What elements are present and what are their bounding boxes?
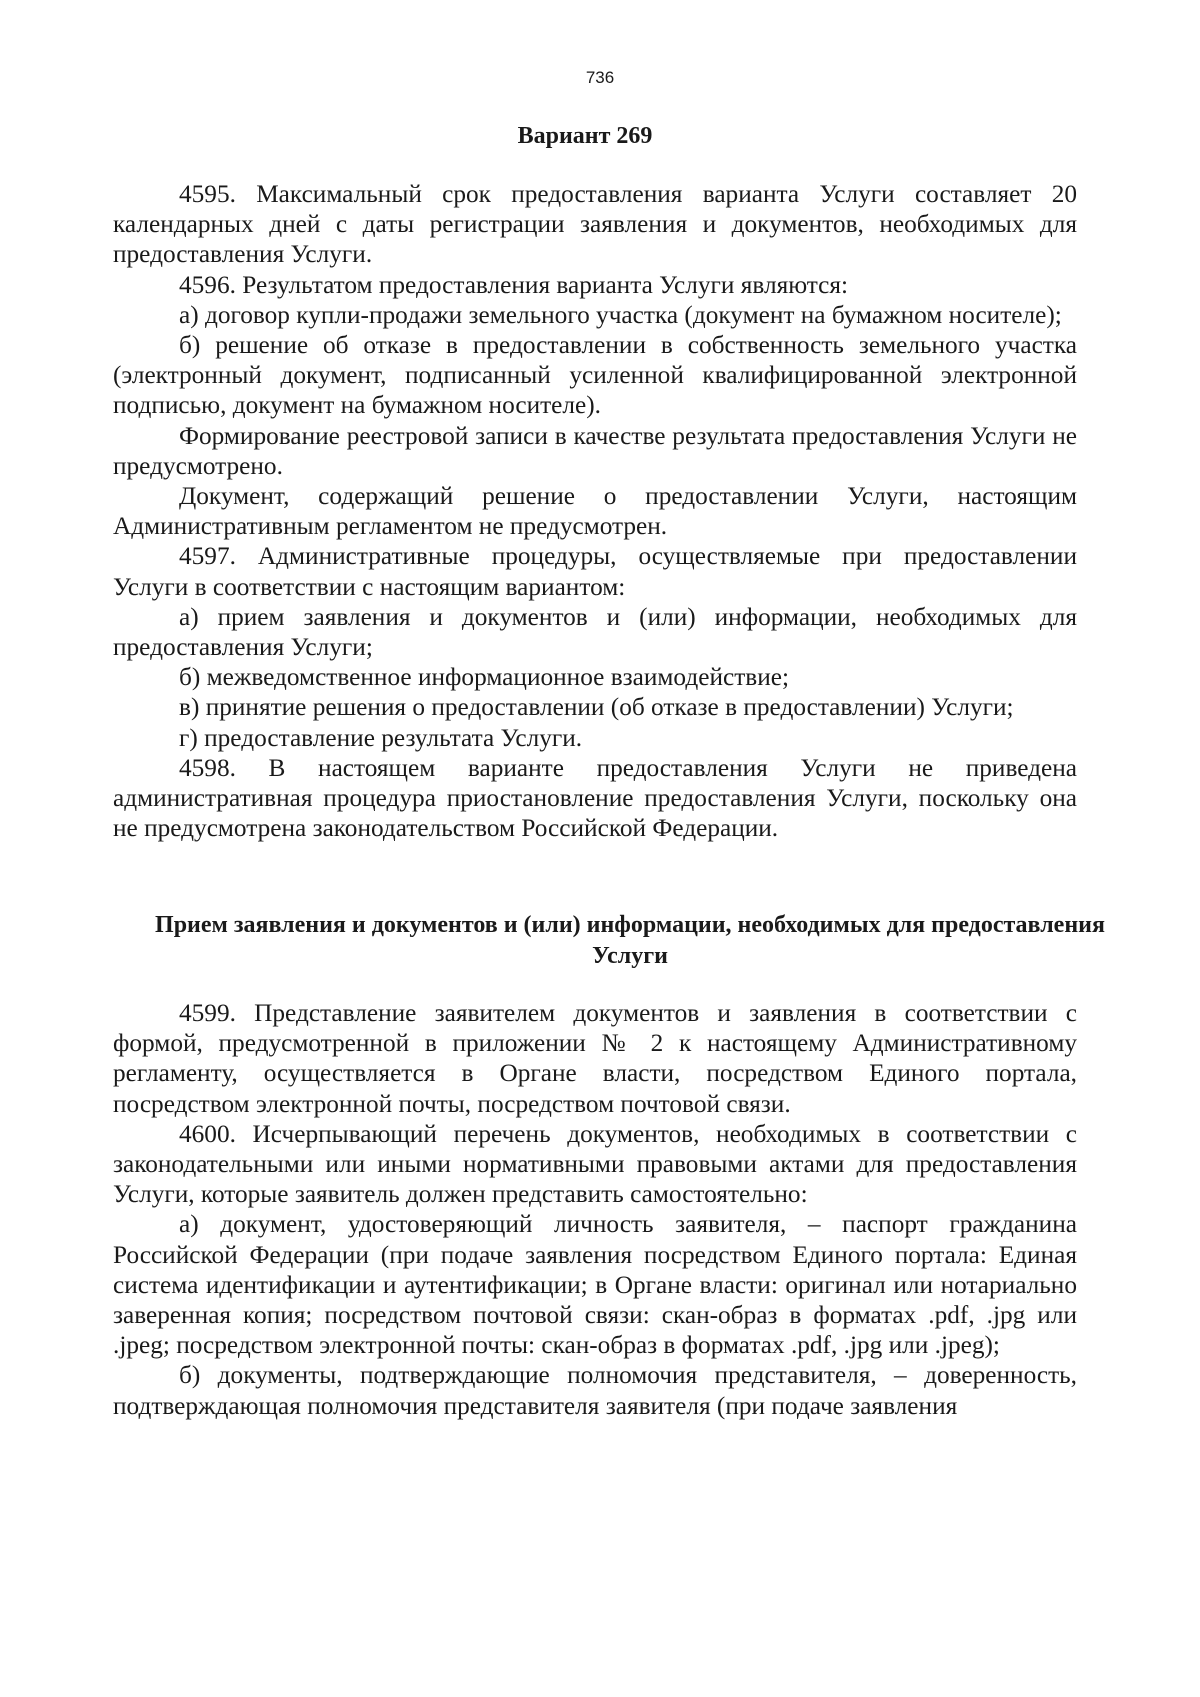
paragraph-4597: 4597. Административные процедуры, осуществляемые при предоставлении Услуги в соответствии с настоящим вариантом: [113, 542, 1077, 601]
list-item-4597-v: в) принятие решения о предоставлении (об отказе в предоставлении) Услуги; [179, 693, 1014, 722]
section-variant-paragraphs [113, 179, 1077, 843]
paragraph-4600: 4600. Исчерпывающий перечень документов, необходимых в соответствии с законодательными или иными нормативными правовыми актами для предоставления Услуги, которые заявитель должен представить самостоятельно: [113, 1119, 1077, 1209]
list-item-4596-a: а) договор купли-продажи земельного участка (документ на бумажном носителе); [179, 300, 1062, 329]
paragraph-4595: 4595. Максимальный срок предоставления варианта Услуги составляет 20 календарных дней с даты регистрации заявления и документов, необходимых для предоставления Услуги. [113, 180, 1077, 269]
list-item-4597-a: а) прием заявления и документов и (или) информации, необходимых для предоставления Услуги; [113, 602, 1077, 662]
list-item-4597-g: г) предоставление результата Услуги. [179, 723, 583, 752]
paragraph-registry-record: Формирование реестровой записи в качестве результата предоставления Услуги не предусмотрено. [113, 421, 1077, 480]
list-item-4600-a: а) документ, удостоверяющий личность заявителя, – паспорт гражданина Российской Федерации (при подаче заявления посредством Единого портала: Единая система идентификации и аутентификации; в Органе власти: оригинал или нотариально заверенная копия; посредством почтовой связи: скан-образ в форматах .pdf, .jpg или .jpeg; посредством электронной почты: скан-образ в форматах .pdf, .jpg или .jpeg); [113, 1210, 1077, 1360]
list-item-4600-b: б) документы, подтверждающие полномочия представителя, – доверенность, подтверждающая полномочия представителя заявителя (при подаче заявления [113, 1361, 1077, 1420]
section-application-paragraphs [113, 998, 1077, 1421]
page-number: 736 [585, 68, 615, 87]
list-item-4596-b: б) решение об отказе в предоставлении в собственность земельного участка (электронный документ, подписанный усиленной квалифицированной электронной подписью, документ на бумажном носителе). [113, 331, 1077, 420]
paragraph-decision-document: Документ, содержащий решение о предоставлении Услуги, настоящим Административным регламентом не предусмотрен. [113, 482, 1077, 541]
page-title: Вариант 269 [517, 123, 653, 149]
paragraph-4598: 4598. В настоящем варианте предоставления Услуги не приведена административная процедура приостановление предоставления Услуги, поскольку она не предусмотрена законодательством Российской Федерации. [113, 753, 1077, 843]
list-item-4597-b: б) межведомственное информационное взаимодействие; [179, 663, 790, 692]
section-heading: Прием заявления и документов и (или) информации, необходимых для предоставления Услуги [155, 912, 1105, 969]
paragraph-4596: 4596. Результатом предоставления варианта Услуги являются: [179, 270, 849, 299]
paragraph-4599: 4599. Представление заявителем документов и заявления в соответствии с формой, предусмотренной в приложении № 2 к настоящему Административному регламенту, осуществляется в Органе власти, посредством Единого портала, посредством электронной почты, посредством почтовой связи. [113, 999, 1077, 1118]
